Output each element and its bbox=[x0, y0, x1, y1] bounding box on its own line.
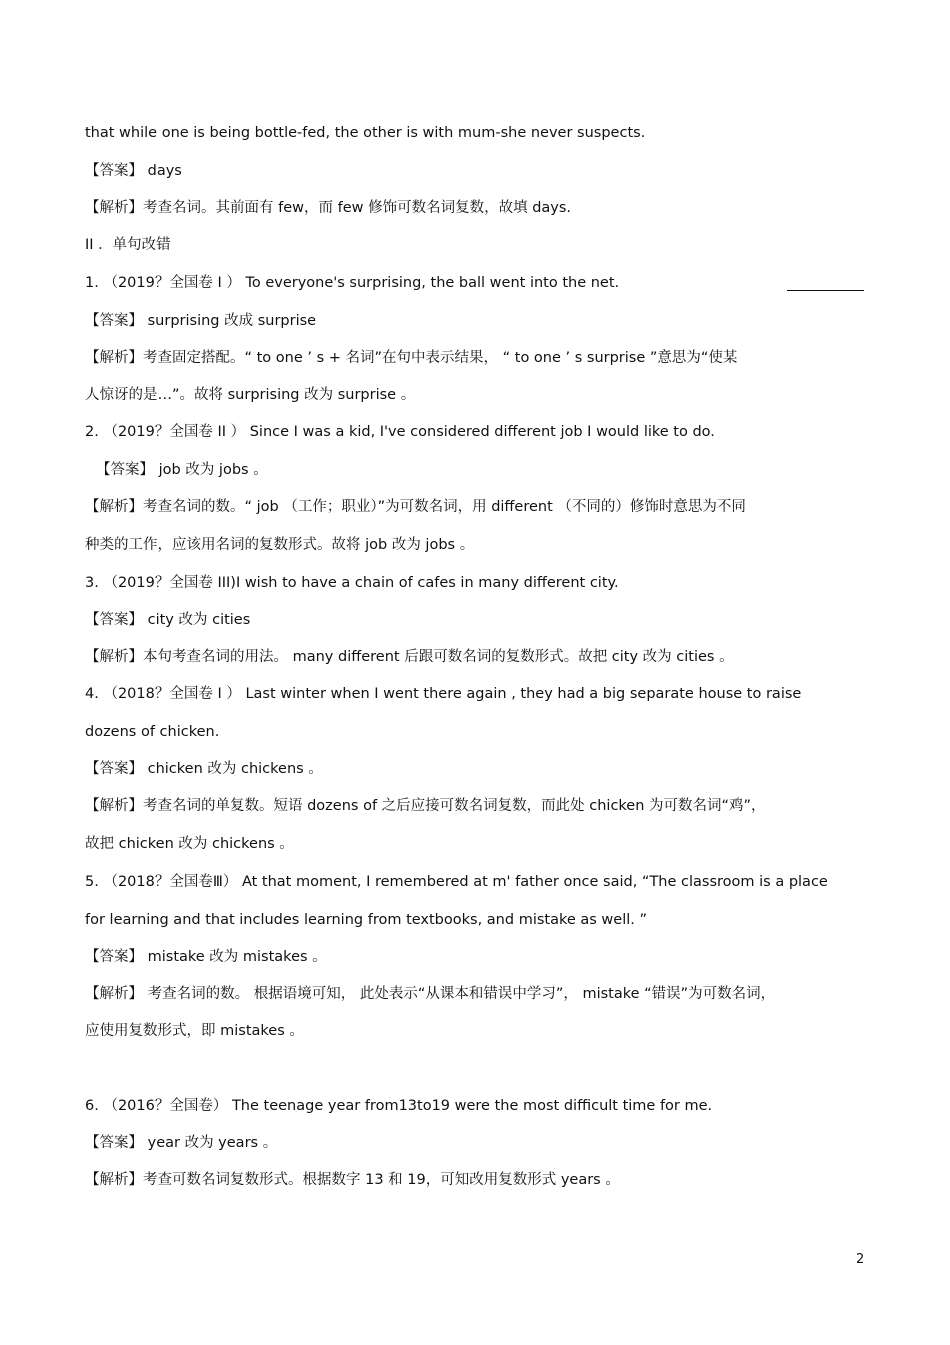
question-line: 2. （2019？全国卷 II ） Since I was a kid, I've considered different job I would like to do. bbox=[85, 424, 715, 440]
analysis-line: 种类的工作，应该用名词的复数形式。故将 job 改为 jobs 。 bbox=[85, 537, 475, 553]
analysis-line: 【解析】本句考查名词的用法。 many different 后跟可数名词的复数形式。故把 city 改为 cities 。 bbox=[85, 649, 734, 665]
answer-line: 【答案】 mistake 改为 mistakes 。 bbox=[85, 949, 327, 965]
question-line: 1. （2019？全国卷 I ） To everyone's surprising, the ball went into the net. bbox=[85, 275, 620, 291]
page-number: 2 bbox=[856, 1252, 865, 1267]
analysis-line: 应使用复数形式，即 mistakes 。 bbox=[85, 1023, 304, 1039]
analysis-line: 【解析】考查名词的数。“ job （工作；职业）”为可数名词，用 different （不同的）修饰时意思为不同 bbox=[85, 499, 746, 515]
question-line: 4. （2018？全国卷 I ） Last winter when I went there again , they had a big separate house to raise bbox=[85, 686, 802, 702]
analysis-line: 【解析】考查名词的单复数。短语 dozens of 之后应接可数名词复数，而此处 chicken 为可数名词“鸡”， bbox=[85, 798, 766, 814]
answer-line: 【答案】 surprising 改成 surprise bbox=[85, 313, 317, 329]
answer-blank bbox=[787, 290, 864, 291]
question-line: 6. （2016？全国卷） The teenage year from13to19 were the most difficult time for me. bbox=[85, 1098, 713, 1114]
answer-line: 【答案】 job 改为 jobs 。 bbox=[96, 462, 268, 478]
question-line: 5. （2018？全国卷Ⅲ） At that moment, I remembered at m' father once said, “The classroom is a place bbox=[85, 874, 828, 890]
analysis-line: 【解析】 考查名词的数。 根据语境可知， 此处表示“从课本和错误中学习”， mistake “错误”为可数名词， bbox=[85, 986, 776, 1002]
answer-line: 【答案】 days bbox=[85, 163, 182, 179]
answer-line: 【答案】 chicken 改为 chickens 。 bbox=[85, 761, 323, 777]
analysis-line: 故把 chicken 改为 chickens 。 bbox=[85, 836, 294, 852]
text-line: that while one is being bottle-fed, the other is with mum-she never suspects. bbox=[85, 125, 646, 141]
answer-line: 【答案】 city 改为 cities bbox=[85, 612, 251, 628]
analysis-line: 【解析】考查名词。其前面有 few，而 few 修饰可数名词复数，故填 days. bbox=[85, 200, 572, 216]
question-line: for learning and that includes learning from textbooks, and mistake as well. ” bbox=[85, 912, 647, 928]
analysis-line: 【解析】考查可数名词复数形式。根据数字 13 和 19，可知改用复数形式 years 。 bbox=[85, 1172, 620, 1188]
answer-line: 【答案】 year 改为 years 。 bbox=[85, 1135, 278, 1151]
section-heading: II ．单句改错 bbox=[85, 237, 171, 253]
question-line: dozens of chicken. bbox=[85, 724, 220, 740]
question-line: 3. （2019？全国卷 III)I wish to have a chain of cafes in many different city. bbox=[85, 575, 619, 591]
analysis-line: 人惊讶的是…”。故将 surprising 改为 surprise 。 bbox=[85, 387, 416, 403]
analysis-line: 【解析】考查固定搭配。“ to one ’ s + 名词”在句中表示结果， “ to one ’ s surprise ”意思为“使某 bbox=[85, 350, 738, 366]
